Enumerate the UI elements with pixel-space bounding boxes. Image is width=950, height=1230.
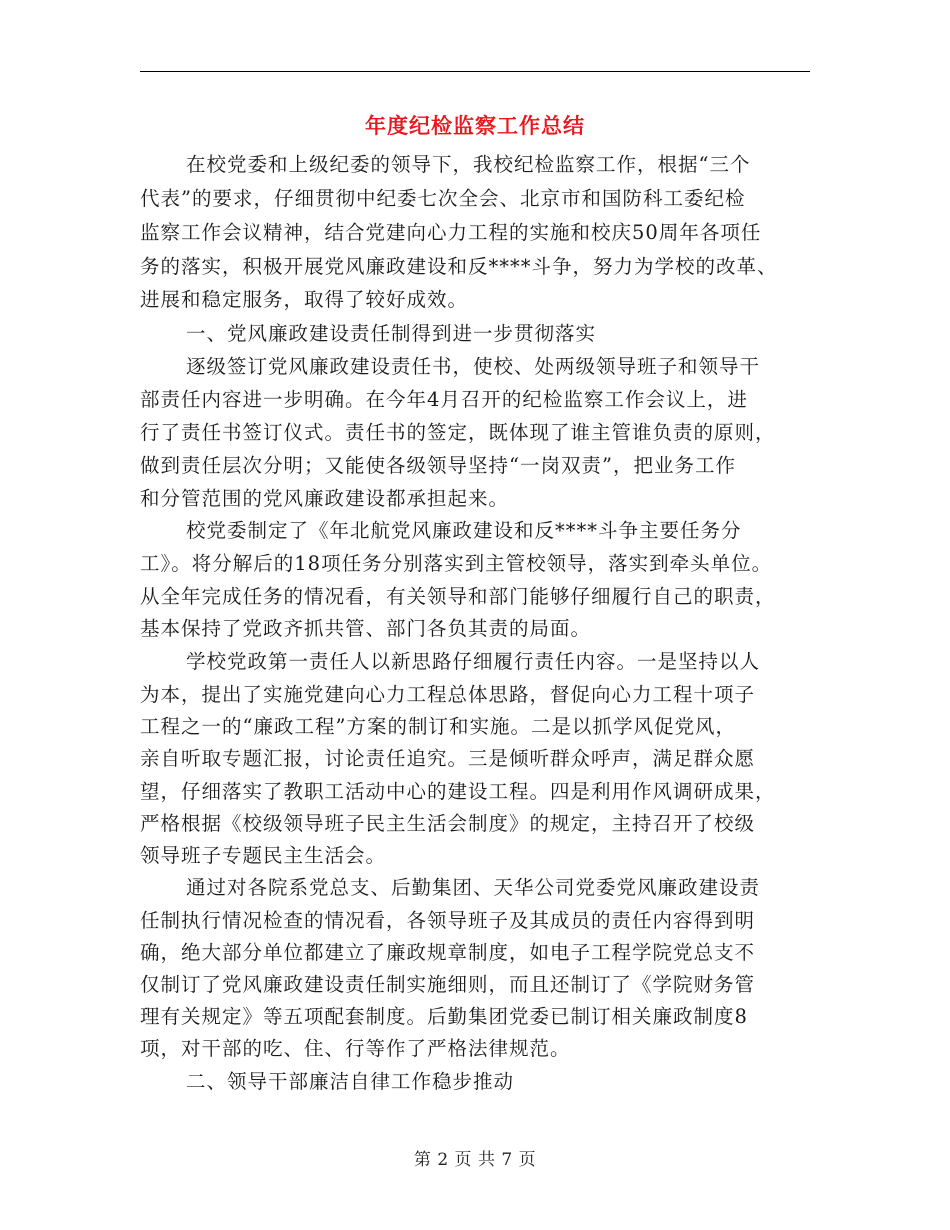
body-line: 望，仔细落实了教职工活动中心的建设工程。四是利用作风调研成果，: [140, 780, 776, 803]
body-line: 逐级签订党风廉政建设责任书，使校、处两级领导班子和领导干: [186, 355, 761, 378]
body-line: 学校党政第一责任人以新思路仔细履行责任内容。一是坚持以人: [186, 650, 761, 673]
body-line: 为本，提出了实施党建向心力工程总体思路，督促向心力工程十项子: [140, 683, 756, 706]
body-line: 做到责任层次分明；又能使各级领导坚持“一岗双责”，把业务工作: [140, 454, 736, 477]
body-line: 行了责任书签订仪式。责任书的签定，既体现了谁主管谁负责的原则，: [140, 421, 776, 444]
body-line: 确，绝大部分单位都建立了廉政规章制度，如电子工程学院党总支不: [140, 941, 756, 964]
body-line: 严格根据《校级领导班子民主生活会制度》的规定，主持召开了校级: [140, 812, 756, 835]
body-line: 在校党委和上级纪委的领导下，我校纪检监察工作，根据“三个: [186, 153, 751, 176]
body-line: 领导班子专题民主生活会。: [140, 844, 387, 867]
body-line: 工程之一的“廉政工程”方案的制订和实施。二是以抓学风促党风，: [140, 715, 736, 738]
page-number: 第 2 页 共 7 页: [413, 1150, 537, 1170]
body-line: 校党委制定了《年北航党风廉政建设和反****斗争主要任务分: [186, 519, 742, 542]
body-line: 理有关规定》等五项配套制度。后勤集团党委已制订相关廉政制度8: [140, 1005, 748, 1028]
body-line: 代表”的要求，仔细贯彻中纪委七次全会、北京市和国防科工委纪检: [140, 187, 746, 210]
header-rule: [140, 71, 810, 72]
body-line: 通过对各院系党总支、后勤集团、天华公司党委党风廉政建设责: [186, 876, 761, 899]
body-line: 务的落实，积极开展党风廉政建设和反****斗争，努力为学校的改革、: [140, 255, 778, 278]
body-line: 监察工作会议精神，结合党建向心力工程的实施和校庆50周年各项任: [140, 221, 762, 244]
section-heading: 一、党风廉政建设责任制得到进一步贯彻落实: [186, 322, 597, 345]
body-line: 部责任内容进一步明确。在今年4月召开的纪检监察工作会议上，进: [140, 388, 748, 411]
body-line: 工》。将分解后的18项任务分别落实到主管校领导，落实到牵头单位。: [140, 552, 773, 575]
body-line: 基本保持了党政齐抓共管、部门各负其责的局面。: [140, 617, 592, 640]
body-line: 进展和稳定服务，取得了较好成效。: [140, 288, 469, 311]
body-line: 项，对干部的吃、住、行等作了严格法律规范。: [140, 1037, 571, 1060]
body-line: 任制执行情况检查的情况看，各领导班子及其成员的责任内容得到明: [140, 909, 756, 932]
section-heading: 二、领导干部廉洁自律工作稳步推动: [186, 1070, 515, 1093]
body-line: 亲自听取专题汇报，讨论责任追究。三是倾听群众呼声，满足群众愿: [140, 747, 756, 770]
body-line: 仅制订了党风廉政建设责任制实施细则，而且还制订了《学院财务管: [140, 973, 756, 996]
body-line: 从全年完成任务的情况看，有关领导和部门能够仔细履行自己的职责，: [140, 585, 776, 608]
document-title: 年度纪检监察工作总结: [365, 114, 585, 138]
body-line: 和分管范围的党风廉政建设都承担起来。: [140, 487, 510, 510]
